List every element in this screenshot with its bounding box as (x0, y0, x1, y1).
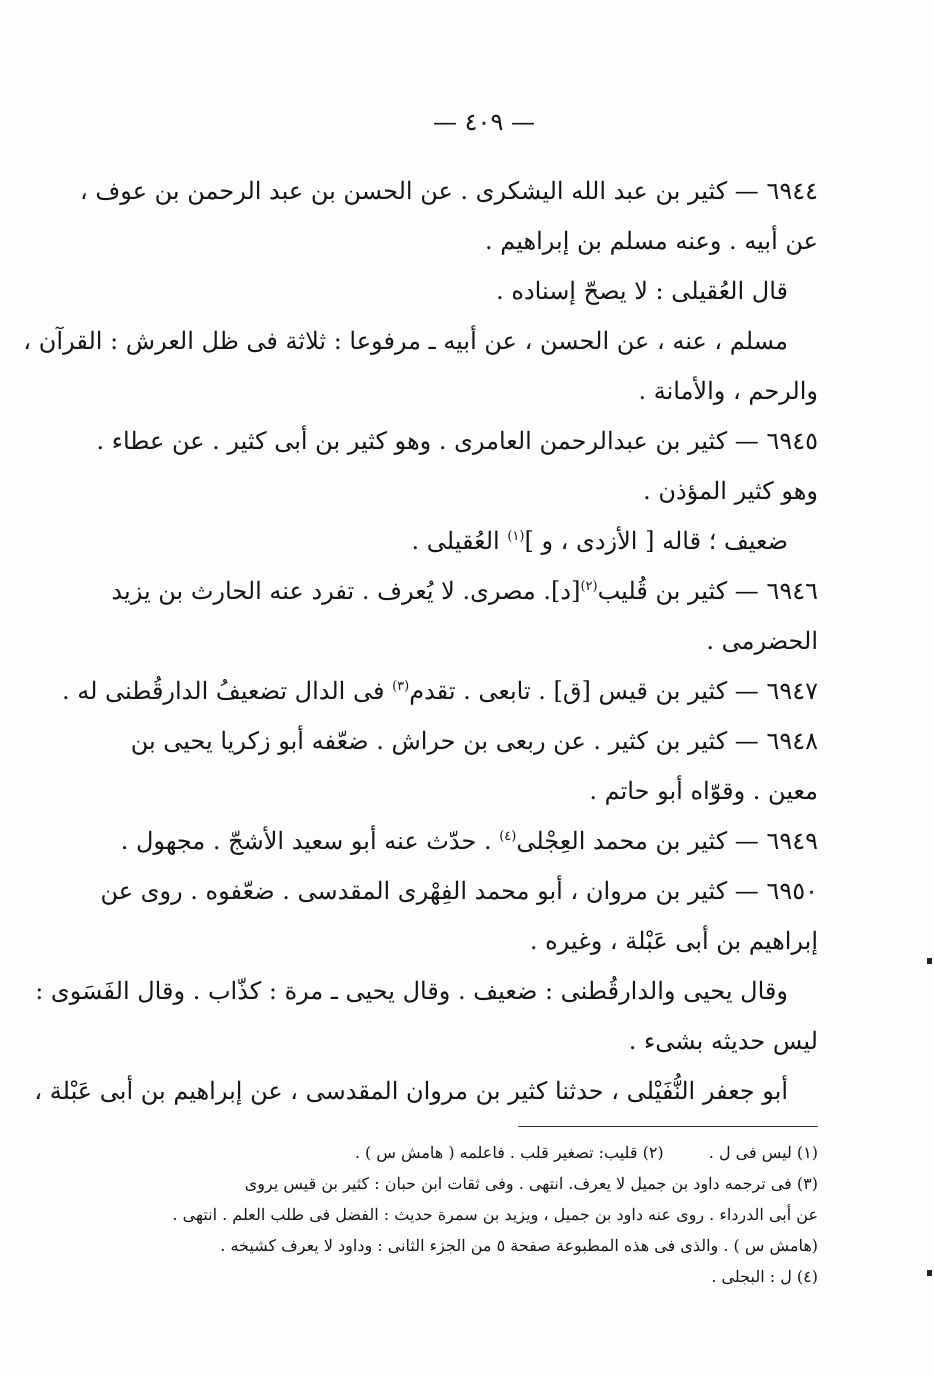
line-text: ٦٩٤٥ — كثير بن عبدالرحمن العامرى . وهو كثير بن أبى كثير . عن عطاء . (96, 427, 818, 455)
scan-mark (927, 1270, 932, 1276)
line-text: والرحم ، والأمانة . (638, 377, 818, 405)
text-line (150, 466, 818, 516)
text-line (150, 1016, 818, 1066)
footnote-marker: (٢) (580, 579, 598, 594)
line-text: ٦٩٤٨ — كثير بن كثير . عن ربعى بن حراش . ضعّفه أبو زكريا يحيى بن (130, 727, 818, 755)
line-text: الحضرمى . (706, 627, 818, 655)
text-line (130, 716, 818, 766)
line-text: وهو كثير المؤذن . (643, 477, 818, 505)
line-text: أبو جعفر النُّفَيْلى ، حدثنا كثير بن مروان المقدسى ، عن إبراهيم بن أبى عَبْلة ، (34, 1077, 788, 1105)
text-line (23, 316, 818, 366)
line-text-continued: [د]. مصرى. لا يُعرف . تفرد عنه الحارث بن يزيد (111, 577, 581, 605)
text-line (150, 216, 818, 266)
footnote-separator (518, 1126, 818, 1127)
text-line (120, 816, 818, 866)
footnote-marker: (٤) (499, 829, 517, 844)
footnote-marker: (١) (507, 529, 525, 544)
footnote-2: (٢) قليب: تصغير قلب . فاعلمه ( هامش س ) . (354, 1143, 664, 1162)
page-number: — ٤٠٩ — (433, 108, 535, 136)
footnote-4: (٤) ل : البجلى . (711, 1267, 818, 1286)
text-line (150, 766, 818, 816)
line-text: مسلم ، عنه ، عن الحسن ، عن أبيه ـ مرفوعا : ثلاثة فى ظل العرش : القرآن ، (23, 327, 788, 355)
main-text (23, 166, 818, 1116)
line-text-continued: فى الدال تضعيفُ الدارقُطنى له . (61, 677, 393, 705)
footnote-3-line-3: (هامش س ) . والذى فى هذه المطبوعة صفحة ٥ من الجزء الثانى : وداود لا يعرف كشيخه . (220, 1236, 818, 1255)
text-line (61, 666, 818, 716)
line-text: وقال يحيى والدارقُطنى : ضعيف . وقال يحيى ـ مرة : كذّاب . وقال الفَسَوى : (35, 977, 788, 1005)
text-line (80, 166, 818, 216)
text-line (111, 566, 818, 616)
text-line (150, 516, 818, 566)
footnote-3-line-2: عن أبى الدرداء . روى عنه داود بن جميل ، ويزيد بن سمرة حديث : الفضل فى طلب العلم . انتهى . (172, 1205, 818, 1224)
line-text: ضعيف ؛ قاله [ الأزدى ، و ] (524, 527, 788, 555)
text-line (35, 966, 818, 1016)
footnote-marker: (٣) (392, 679, 410, 694)
line-text: ٦٩٤٦ — كثير بن قُليب (597, 577, 818, 605)
line-text: ٦٩٥٠ — كثير بن مروان ، أبو محمد الفِهْرى المقدسى . ضعّفوه . روى عن (100, 877, 818, 905)
line-text: قال العُقيلى : لا يصحّ إسناده . (496, 277, 788, 305)
line-text-continued: العُقيلى . (411, 527, 508, 555)
text-line (150, 366, 818, 416)
text-line (96, 416, 818, 466)
text-line (150, 916, 818, 966)
line-text: ٦٩٤٧ — كثير بن قيس [ق] . تابعى . تقدم (409, 677, 818, 705)
footnote-line (150, 1137, 818, 1168)
line-text: ٦٩٤٤ — كثير بن عبد الله اليشكرى . عن الحسن بن عبد الرحمن بن عوف ، (80, 177, 818, 205)
text-line (100, 866, 818, 916)
line-text: ٦٩٤٩ — كثير بن محمد العِجْلى (516, 827, 818, 855)
book-page (23, 108, 818, 1368)
line-text-continued: . حدّث عنه أبو سعيد الأشجّ . مجهول . (120, 827, 500, 855)
text-line (150, 266, 818, 316)
footnote-3-line-1: (٣) فى ترجمه داود بن جميل لا يعرف. انتهى . وفى ثقات ابن حبان : كثير بن قيس يروى (244, 1174, 818, 1193)
footnote-1: (١) ليس فى ل . (708, 1143, 818, 1162)
text-line (34, 1066, 818, 1116)
footnotes (150, 1137, 818, 1292)
line-text: عن أبيه . وعنه مسلم بن إبراهيم . (485, 227, 818, 255)
scan-mark (927, 958, 932, 964)
line-text: معين . وقوّاه أبو حاتم . (589, 777, 818, 805)
line-text: إبراهيم بن أبى عَبْلة ، وغيره . (529, 927, 818, 955)
line-text: ليس حديثه بشىء . (628, 1027, 818, 1055)
footnote-separator-wrap (150, 1126, 818, 1127)
text-line (150, 616, 818, 666)
